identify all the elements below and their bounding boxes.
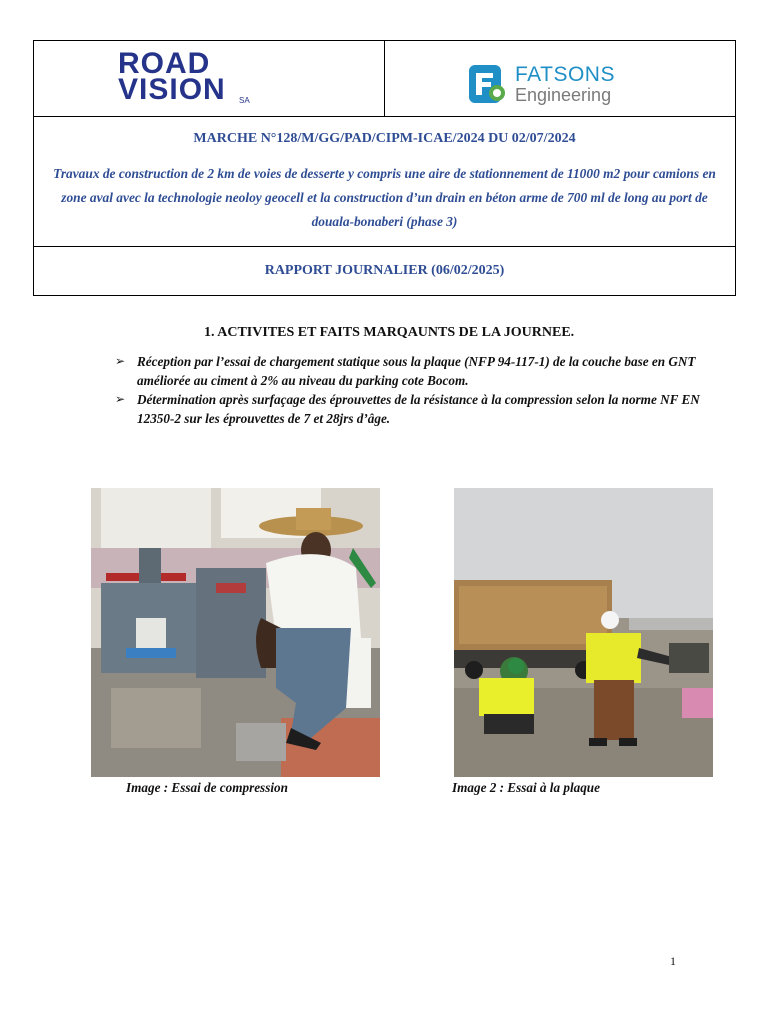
list-item bbox=[115, 390, 715, 428]
section-title: 1. ACTIVITES ET FAITS MARQAUNTS DE LA JOURNEE. bbox=[204, 325, 575, 340]
image-caption-2: Image 2 : Essai à la plaque bbox=[452, 780, 600, 795]
list-item-text: Réception par l’essai de chargement statique sous la plaque (NFP 94-117-1) de la couche base en GNT améliorée au ciment à 2% au niveau du parking cote Bocom. bbox=[137, 354, 696, 388]
logo-row bbox=[34, 41, 735, 117]
image-caption-1: Image : Essai de compression bbox=[126, 780, 288, 795]
fatsons-cell bbox=[384, 41, 735, 116]
fatsons-mark-icon bbox=[469, 65, 505, 103]
arrow-bullet-icon: ➢ bbox=[115, 392, 126, 406]
rapport-row bbox=[34, 247, 735, 295]
list-item-text: Détermination après surfaçage des éprouvettes de la résistance à la compression selon la norme NF EN 12350-2 sur les éprouvettes de 7 et 28jrs d’âge. bbox=[137, 392, 700, 426]
activity-list bbox=[115, 352, 715, 428]
plate-load-test-illustration bbox=[454, 488, 713, 777]
marche-title: MARCHE N°128/M/GG/PAD/CIPM-ICAE/2024 DU 02/07/2024 bbox=[193, 131, 576, 146]
roadvision-logo bbox=[118, 47, 258, 107]
fatsons-logo bbox=[469, 63, 639, 109]
page-number: 1 bbox=[670, 954, 676, 968]
roadvision-cell bbox=[34, 41, 384, 116]
arrow-bullet-icon: ➢ bbox=[115, 354, 126, 368]
roadvision-logo-line1: ROAD bbox=[118, 47, 211, 80]
marche-row bbox=[34, 117, 735, 247]
compression-test-photo bbox=[91, 488, 380, 777]
marche-description: Travaux de construction de 2 km de voies de desserte y compris une aire de stationnement de 11000 m2 pour camions en zone aval avec la technologie neoloy geocell et la construction d’un drain en béton arme de 700 ml de long au port de douala-bonaberi (phase 3) bbox=[53, 166, 716, 229]
rapport-title: RAPPORT JOURNALIER (06/02/2025) bbox=[264, 263, 505, 278]
plate-load-test-photo bbox=[454, 488, 713, 777]
fatsons-logo-subtitle: Engineering bbox=[515, 85, 612, 105]
roadvision-logo-suffix: SA bbox=[239, 96, 250, 105]
fatsons-logo-name: FATSONS bbox=[515, 63, 615, 86]
header-table bbox=[33, 40, 736, 296]
compression-test-illustration bbox=[91, 488, 380, 777]
roadvision-logo-line2: VISION bbox=[118, 73, 226, 106]
list-item bbox=[115, 352, 715, 390]
